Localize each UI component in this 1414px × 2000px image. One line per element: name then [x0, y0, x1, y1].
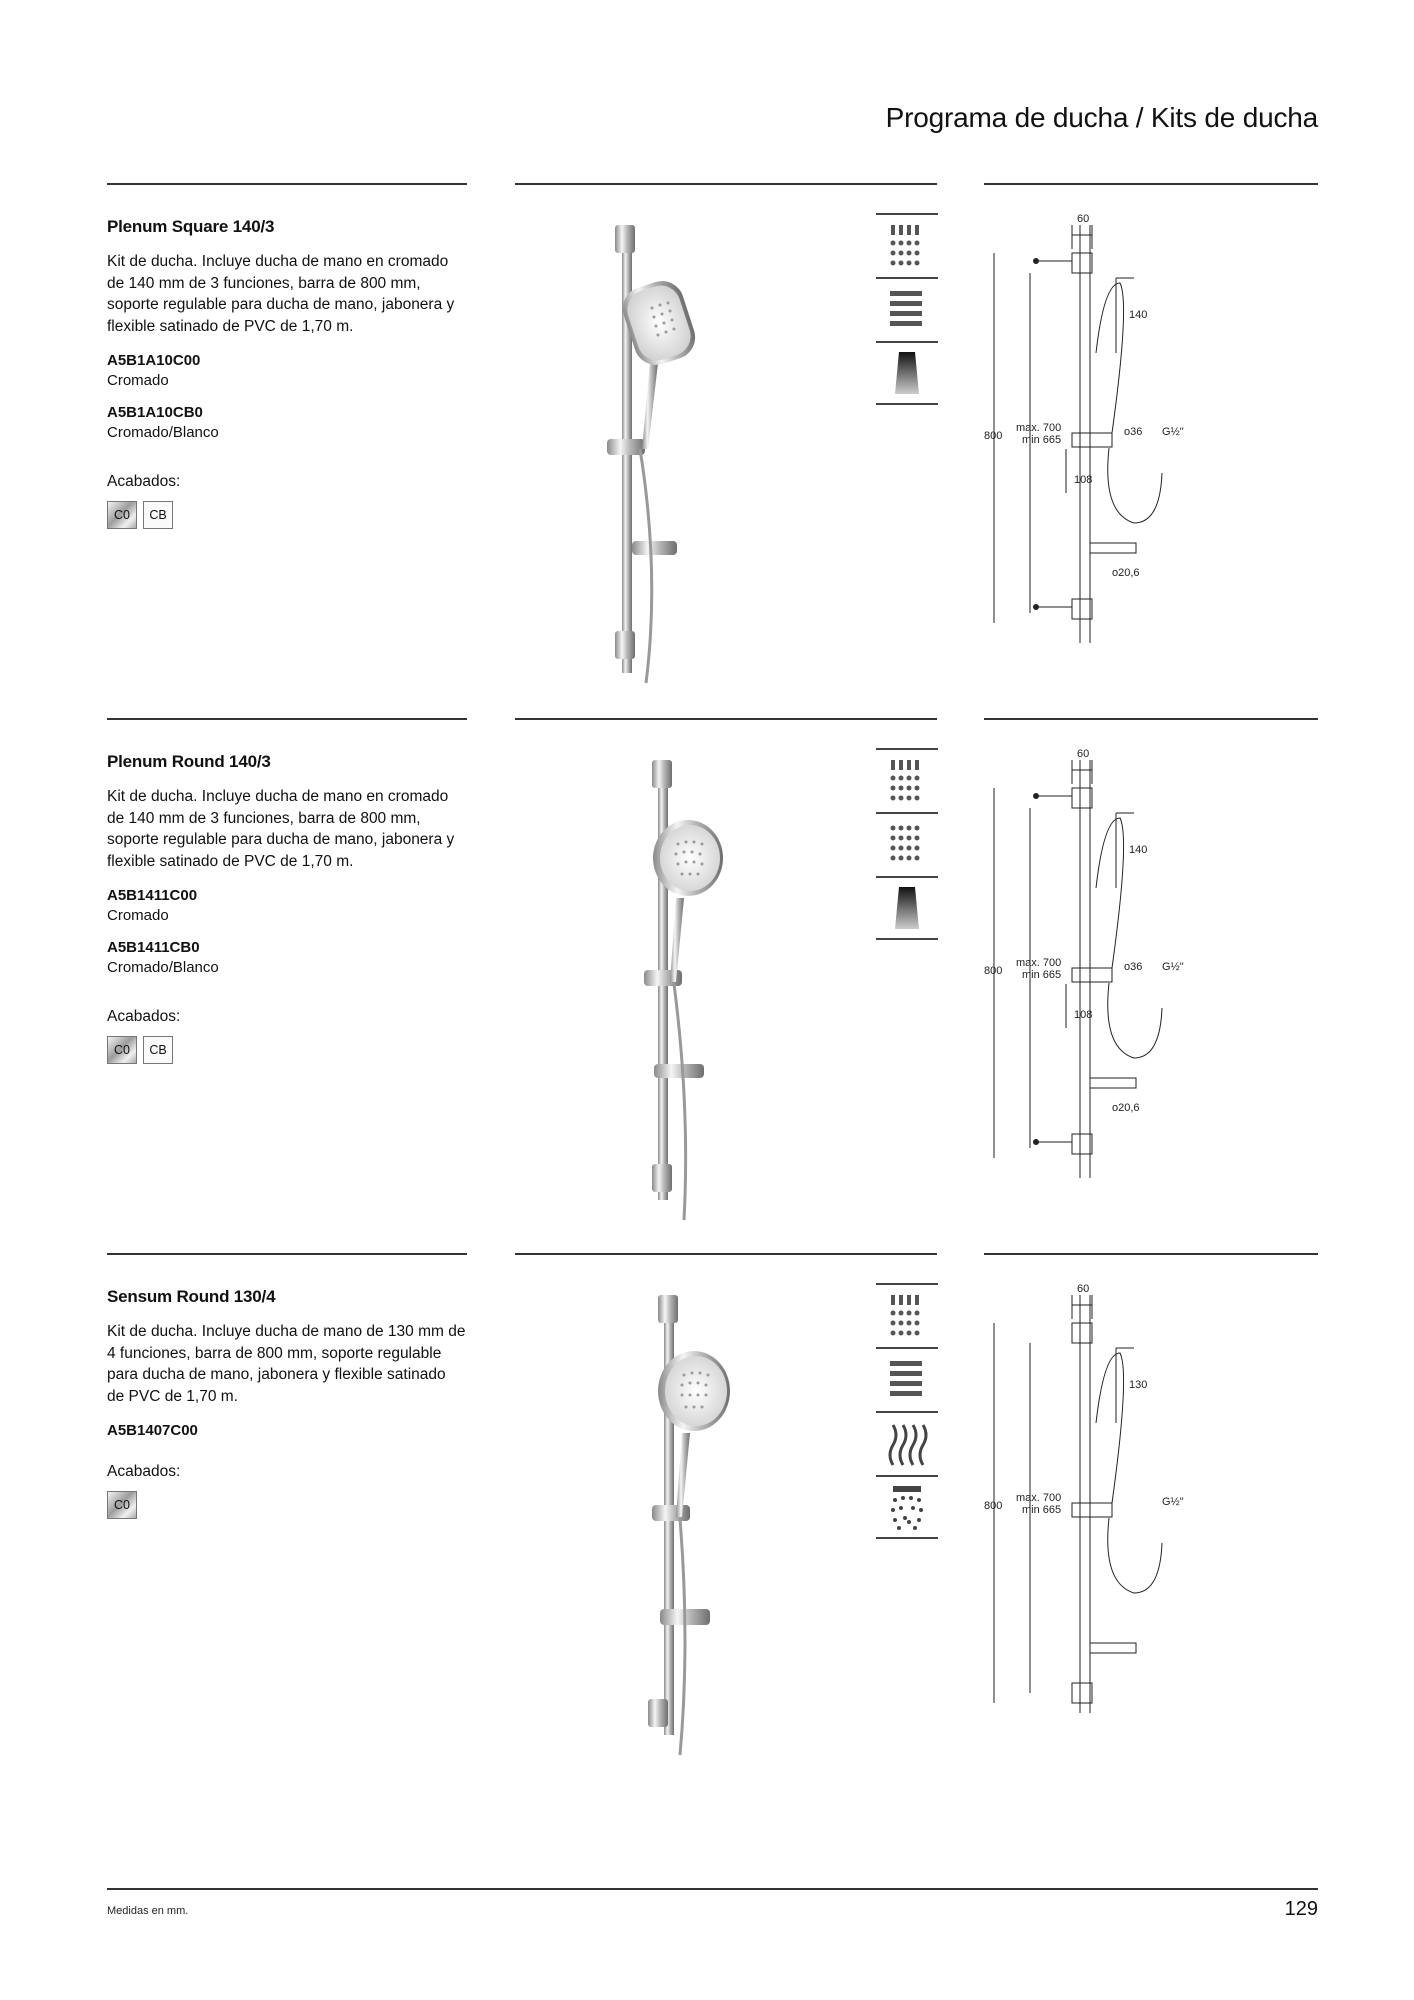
dim-offset: 108 — [1074, 474, 1093, 486]
product-photo — [560, 213, 760, 693]
divider — [984, 718, 1318, 720]
dim-max: max. 700 — [1016, 422, 1062, 434]
dim-diameter: o20,6 — [1112, 1102, 1140, 1114]
technical-drawing — [984, 213, 1318, 653]
divider — [107, 1253, 467, 1255]
product-description: Kit de ducha. Incluye ducha de mano en cromado de 140 mm de 3 funciones, barra de 800 mm, soporte regulable para ducha de mano, jabonera y flexible satinado de PVC de 1,70 m. — [107, 253, 455, 335]
product-finish: Cromado — [107, 372, 169, 389]
product-variant — [107, 938, 467, 978]
spray-jet-icon — [876, 876, 938, 940]
dim-head: 140 — [1129, 309, 1148, 321]
spray-wave-icon — [876, 1411, 938, 1475]
finishes-label: Acabados: — [107, 1463, 181, 1480]
spray-functions — [876, 213, 938, 405]
finishes-label: Acabados: — [107, 473, 181, 490]
dim-diameter: o20,6 — [1112, 567, 1140, 579]
divider — [515, 183, 937, 185]
dim-bar: 800 — [984, 430, 1003, 442]
product-info — [107, 217, 467, 529]
product-finish: Cromado — [107, 907, 169, 924]
product-description: Kit de ducha. Incluye ducha de mano de 130 mm de 4 funciones, barra de 800 mm, soporte regulable para ducha de mano, jabonera y flexible satinado de PVC de 1,70 m. — [107, 1323, 466, 1405]
finish-swatch-chrome-white: CB — [143, 501, 173, 529]
spray-jet-icon — [876, 341, 938, 405]
spray-rain-icon — [876, 213, 938, 277]
divider — [107, 183, 467, 185]
product-finish: Cromado/Blanco — [107, 959, 219, 976]
dim-min: min 665 — [1022, 434, 1062, 446]
product-variant — [107, 403, 467, 443]
finishes — [107, 1463, 467, 1519]
product-variant — [107, 1421, 467, 1441]
product-finish: Cromado/Blanco — [107, 424, 219, 441]
divider — [515, 1253, 937, 1255]
page-number: 129 — [1284, 1898, 1318, 1920]
dim-thread: G½" — [1162, 426, 1184, 438]
dim-max: max. 700 — [1016, 1492, 1062, 1504]
divider — [984, 1253, 1318, 1255]
dim-head: 140 — [1129, 844, 1148, 856]
product-code: A5B1407C00 — [107, 1422, 198, 1439]
dim-thread: G½" — [1162, 1496, 1184, 1508]
technical-drawing — [984, 748, 1318, 1188]
dim-bar: 800 — [984, 1500, 1003, 1512]
dim-min: min 665 — [1022, 969, 1062, 981]
spray-massage-icon — [876, 812, 938, 876]
spray-functions — [876, 1283, 938, 1539]
spray-functions — [876, 748, 938, 940]
product-section — [0, 1253, 1414, 1788]
dim-width: 60 — [1077, 748, 1090, 760]
dim-bar: 800 — [984, 965, 1003, 977]
product-code: A5B1411C00 — [107, 887, 198, 904]
product-section — [0, 718, 1414, 1253]
divider — [107, 718, 467, 720]
product-section — [0, 183, 1414, 718]
spray-rain-icon — [876, 748, 938, 812]
finish-swatch-chrome: C0 — [107, 501, 137, 529]
dim-thread: G½" — [1162, 961, 1184, 973]
dim-offset: 108 — [1074, 1009, 1093, 1021]
product-code: A5B1A10C00 — [107, 352, 201, 369]
product-code: A5B1A10CB0 — [107, 404, 203, 421]
dim-head: 130 — [1129, 1379, 1148, 1391]
finishes-label: Acabados: — [107, 1008, 181, 1025]
product-variant — [107, 886, 467, 926]
dim-holder: o36 — [1124, 426, 1143, 438]
product-photo — [560, 748, 760, 1228]
dim-max: max. 700 — [1016, 957, 1062, 969]
finish-swatch-chrome-white: CB — [143, 1036, 173, 1064]
product-info — [107, 1287, 467, 1519]
dim-min: min 665 — [1022, 1504, 1062, 1516]
product-name: Plenum Round 140/3 — [107, 752, 271, 771]
spray-mist-icon — [876, 1475, 938, 1539]
product-name: Sensum Round 130/4 — [107, 1287, 276, 1306]
dim-width: 60 — [1077, 1283, 1090, 1295]
dim-width: 60 — [1077, 213, 1090, 225]
divider — [515, 718, 937, 720]
spray-rain-icon — [876, 1283, 938, 1347]
product-info — [107, 752, 467, 1064]
product-code: A5B1411CB0 — [107, 939, 200, 956]
spray-massage-icon — [876, 1347, 938, 1411]
finishes — [107, 1008, 467, 1064]
finish-swatch-chrome: C0 — [107, 1491, 137, 1519]
technical-drawing — [984, 1283, 1318, 1723]
spray-massage-icon — [876, 277, 938, 341]
dim-holder: o36 — [1124, 961, 1143, 973]
divider — [984, 183, 1318, 185]
finish-swatch-chrome: C0 — [107, 1036, 137, 1064]
product-variant — [107, 351, 467, 391]
footer-divider — [107, 1888, 1318, 1890]
product-photo — [560, 1283, 760, 1763]
product-name: Plenum Square 140/3 — [107, 217, 275, 236]
page-title: Programa de ducha / Kits de ducha — [885, 102, 1318, 133]
product-description: Kit de ducha. Incluye ducha de mano en cromado de 140 mm de 3 funciones, barra de 800 mm, soporte regulable para ducha de mano, jabonera y flexible satinado de PVC de 1,70 m. — [107, 788, 455, 870]
footer-note: Medidas en mm. — [107, 1905, 189, 1917]
finishes — [107, 473, 467, 529]
